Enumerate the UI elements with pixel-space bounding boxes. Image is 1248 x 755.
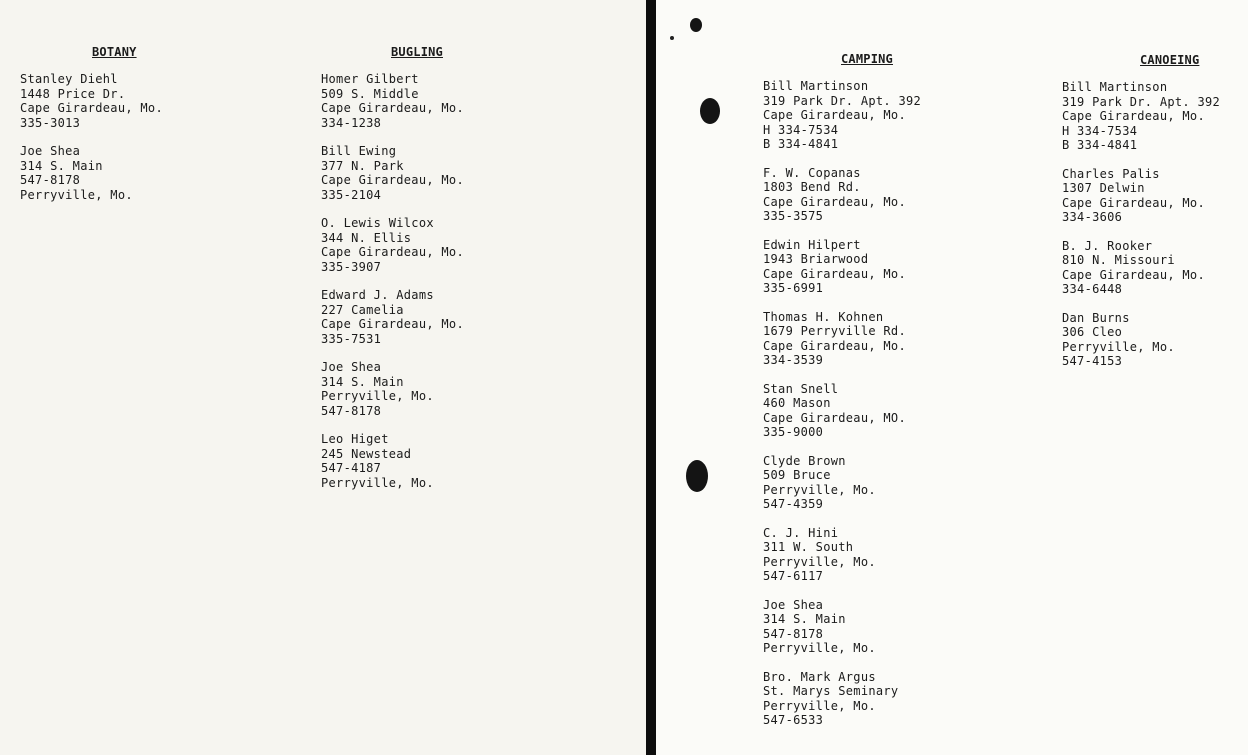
contact-detail: 377 N. Park: [321, 158, 404, 173]
contact-detail: 334-3606: [1062, 210, 1123, 224]
contact-name: Bro. Mark Argus: [763, 669, 876, 684]
contact-entry: [321, 216, 464, 274]
contact-detail: Perryville, Mo.: [763, 554, 876, 569]
contact-detail: 335-2104: [321, 187, 382, 202]
contact-name: Thomas H. Kohnen: [763, 309, 884, 324]
contact-detail: 547-4187: [321, 461, 382, 475]
contact-detail: Cape Girardeau, Mo.: [321, 173, 464, 187]
contact-detail: 547-8178: [20, 173, 81, 187]
contact-entry: [20, 144, 163, 202]
binder-mark: [670, 36, 674, 40]
contact-name: Joe Shea: [763, 597, 824, 612]
contact-detail: Cape Girardeau, Mo.: [763, 194, 906, 209]
contact-detail: Cape Girardeau, Mo.: [763, 266, 906, 281]
contact-detail: 1448 Price Dr.: [20, 86, 126, 101]
botany-column: [20, 45, 163, 216]
contact-detail: 227 Camelia: [321, 302, 404, 317]
contact-entry: [1062, 311, 1220, 369]
contact-detail: Perryville, Mo.: [763, 641, 876, 655]
contact-name: Dan Burns: [1062, 310, 1130, 325]
contact-name: Bill Martinson: [1062, 80, 1168, 94]
contact-detail: Cape Girardeau, Mo.: [763, 108, 906, 122]
contact-name: Bill Martinson: [763, 79, 869, 93]
contact-detail: 547-8178: [763, 626, 824, 641]
contact-detail: Perryville, Mo.: [763, 698, 876, 713]
contact-detail: B 334-4841: [1062, 138, 1138, 152]
contact-detail: 547-4359: [763, 497, 824, 511]
contact-detail: 335-3907: [321, 259, 382, 274]
contact-detail: 1943 Briarwood: [763, 252, 869, 266]
contact-name: Joe Shea: [321, 360, 382, 374]
contact-detail: 1803 Bend Rd.: [763, 180, 861, 194]
contact-detail: 810 N. Missouri: [1062, 253, 1175, 267]
contact-detail: 344 N. Ellis: [321, 230, 412, 245]
contact-name: Bill Ewing: [321, 144, 397, 158]
contact-detail: 1307 Delwin: [1062, 181, 1145, 195]
entry-list: [321, 72, 464, 490]
contact-detail: 319 Park Dr. Apt. 392: [1062, 94, 1221, 109]
contact-entry: [321, 72, 464, 130]
contact-entry: [763, 526, 921, 584]
contact-detail: 547-8178: [321, 403, 382, 418]
contact-name: O. Lewis Wilcox: [321, 216, 434, 230]
contact-detail: 334-1238: [321, 115, 382, 130]
contact-detail: 1679 Perryville Rd.: [763, 324, 906, 338]
right-page: [656, 0, 1248, 755]
contact-detail: Perryville, Mo.: [321, 389, 434, 403]
contact-name: B. J. Rooker: [1062, 238, 1153, 253]
entry-list: [1062, 80, 1220, 369]
contact-name: Leo Higet: [321, 432, 389, 446]
column-heading-bugling: BUGLING: [391, 45, 443, 59]
contact-name: Stanley Diehl: [20, 72, 118, 86]
contact-detail: 547-6117: [763, 569, 824, 583]
contact-entry: [20, 72, 163, 130]
contact-detail: Cape Girardeau, MO.: [763, 410, 906, 425]
contact-detail: 314 S. Main: [321, 374, 404, 389]
contact-entry: [321, 144, 464, 202]
contact-detail: 314 S. Main: [20, 158, 103, 173]
contact-detail: Perryville, Mo.: [20, 187, 133, 202]
contact-detail: St. Marys Seminary: [763, 684, 899, 698]
contact-detail: 460 Mason: [763, 396, 831, 410]
contact-detail: 335-9000: [763, 425, 824, 439]
punch-hole: [686, 460, 708, 492]
contact-detail: Cape Girardeau, Mo.: [1062, 109, 1205, 123]
contact-detail: 319 Park Dr. Apt. 392: [763, 93, 922, 108]
contact-detail: B 334-4841: [763, 137, 839, 151]
contact-detail: Cape Girardeau, Mo.: [1062, 195, 1205, 210]
contact-detail: Cape Girardeau, Mo.: [763, 338, 906, 353]
contact-name: Joe Shea: [20, 144, 81, 158]
camping-column: [763, 52, 921, 742]
contact-name: Edward J. Adams: [321, 288, 434, 302]
contact-name: F. W. Copanas: [763, 165, 861, 180]
contact-detail: 547-4153: [1062, 354, 1123, 368]
contact-entry: [1062, 167, 1220, 225]
contact-name: Homer Gilbert: [321, 72, 419, 86]
contact-detail: Perryville, Mo.: [321, 475, 434, 490]
contact-detail: 335-3575: [763, 209, 824, 223]
contact-detail: Cape Girardeau, Mo.: [321, 317, 464, 331]
punch-hole: [700, 98, 720, 124]
contact-detail: 306 Cleo: [1062, 325, 1123, 339]
contact-detail: Cape Girardeau, Mo.: [20, 101, 163, 115]
column-heading-canoeing: CANOEING: [1140, 53, 1200, 67]
bugling-column: [321, 45, 464, 504]
contact-detail: 509 Bruce: [763, 468, 831, 482]
contact-detail: 334-3539: [763, 353, 824, 367]
contact-entry: [321, 432, 464, 490]
contact-detail: 311 W. South: [763, 540, 854, 554]
contact-detail: Perryville, Mo.: [1062, 339, 1175, 354]
contact-detail: 547-6533: [763, 713, 824, 727]
contact-name: Stan Snell: [763, 381, 839, 396]
entry-list: [20, 72, 163, 202]
contact-entry: [321, 360, 464, 418]
contact-entry: [1062, 80, 1220, 153]
contact-entry: [763, 79, 921, 152]
contact-detail: H 334-7534: [763, 122, 839, 137]
contact-detail: Cape Girardeau, Mo.: [1062, 267, 1205, 282]
contact-detail: H 334-7534: [1062, 123, 1138, 138]
contact-detail: 335-7531: [321, 331, 382, 346]
contact-detail: 245 Newstead: [321, 446, 412, 461]
contact-detail: 334-6448: [1062, 282, 1123, 296]
contact-name: C. J. Hini: [763, 525, 839, 540]
entry-list: [763, 79, 921, 728]
contact-entry: [763, 382, 921, 440]
contact-detail: Cape Girardeau, Mo.: [321, 101, 464, 115]
contact-detail: Cape Girardeau, Mo.: [321, 245, 464, 259]
contact-detail: 509 S. Middle: [321, 86, 419, 101]
contact-detail: 335-6991: [763, 281, 824, 295]
contact-detail: 335-3013: [20, 115, 81, 130]
canoeing-column: [1062, 53, 1220, 383]
contact-entry: [763, 310, 921, 368]
contact-entry: [763, 454, 921, 512]
punch-hole: [690, 18, 702, 32]
contact-name: Edwin Hilpert: [763, 237, 861, 252]
contact-entry: [763, 598, 921, 656]
column-heading-botany: BOTANY: [92, 45, 137, 59]
contact-entry: [763, 166, 921, 224]
contact-name: Charles Palis: [1062, 166, 1160, 181]
column-heading-camping: CAMPING: [841, 52, 893, 66]
contact-entry: [763, 238, 921, 296]
contact-detail: Perryville, Mo.: [763, 482, 876, 497]
contact-detail: 314 S. Main: [763, 612, 846, 626]
contact-entry: [763, 670, 921, 728]
contact-entry: [1062, 239, 1220, 297]
contact-entry: [321, 288, 464, 346]
contact-name: Clyde Brown: [763, 453, 846, 468]
